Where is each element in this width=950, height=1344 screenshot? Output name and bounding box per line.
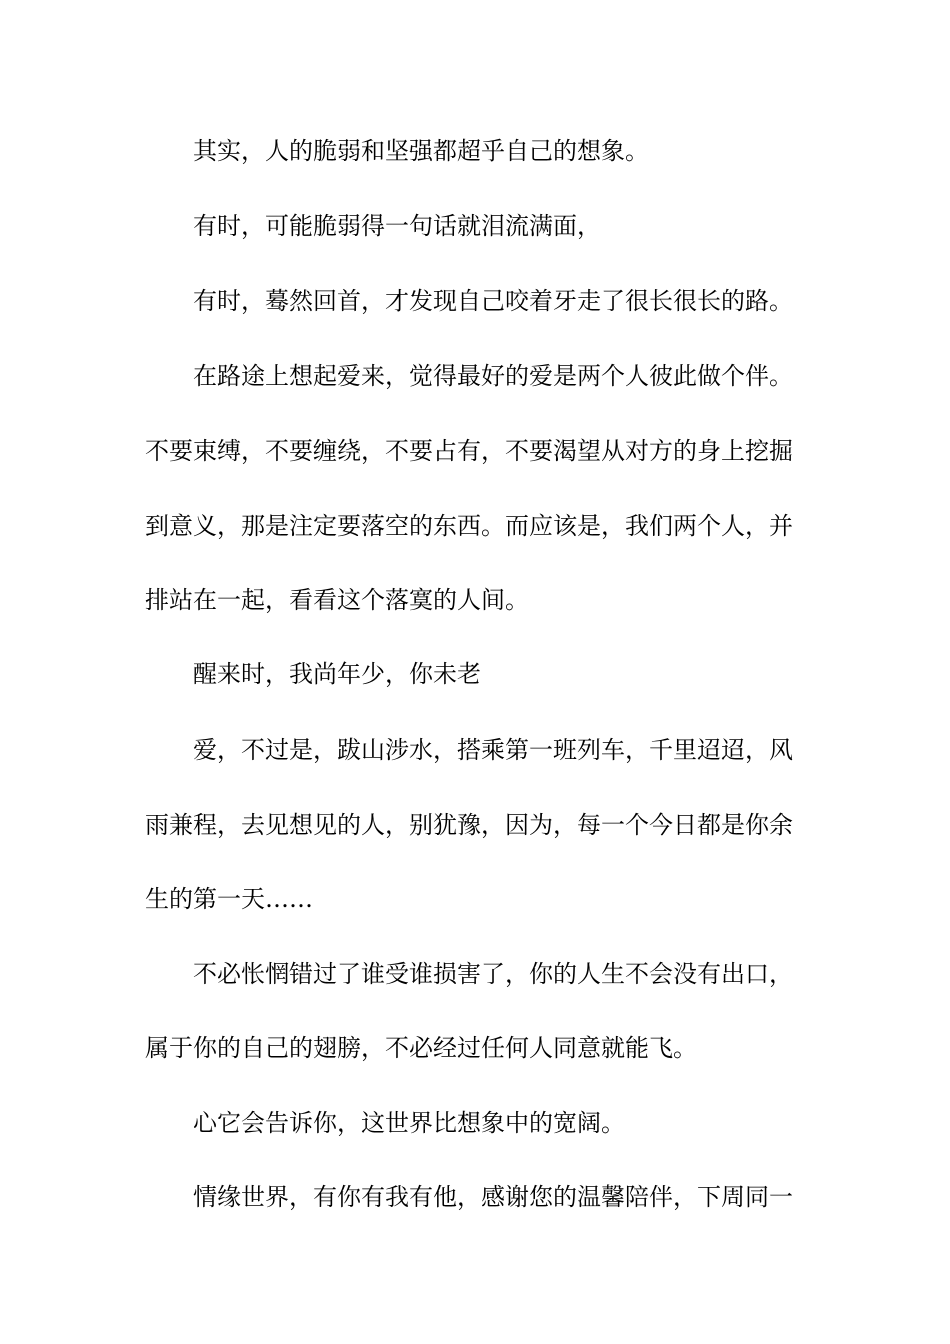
text-line-13: 属于你的自己的翅膀，不必经过任何人同意就能飞。 <box>145 1034 697 1062</box>
text-line-7: 排站在一起，看看这个落寞的人间。 <box>145 586 529 614</box>
text-line-15: 情缘世界，有你有我有他，感谢您的温馨陪伴，下周同一 <box>193 1183 793 1211</box>
text-line-1: 其实，人的脆弱和坚强都超乎自己的想象。 <box>193 137 649 165</box>
text-line-9: 爱，不过是，跋山涉水，搭乘第一班列车，千里迢迢，风 <box>193 736 793 764</box>
text-line-12: 不必怅惘错过了谁受谁损害了，你的人生不会没有出口， <box>193 960 793 988</box>
text-line-8: 醒来时，我尚年少，你未老 <box>193 660 481 688</box>
text-line-6: 到意义，那是注定要落空的东西。而应该是，我们两个人，并 <box>145 512 793 540</box>
text-line-4: 在路途上想起爱来，觉得最好的爱是两个人彼此做个伴。 <box>193 362 793 390</box>
text-line-3: 有时，蓦然回首，才发现自己咬着牙走了很长很长的路。 <box>193 287 793 315</box>
text-line-10: 雨兼程，去见想见的人，别犹豫，因为，每一个今日都是你余 <box>145 811 793 839</box>
text-line-5: 不要束缚，不要缠绕，不要占有，不要渴望从对方的身上挖掘 <box>145 437 793 465</box>
text-line-11: 生的第一天…… <box>145 885 313 913</box>
text-line-2: 有时，可能脆弱得一句话就泪流满面， <box>193 212 601 240</box>
text-line-14: 心它会告诉你，这世界比想象中的宽阔。 <box>193 1109 625 1137</box>
